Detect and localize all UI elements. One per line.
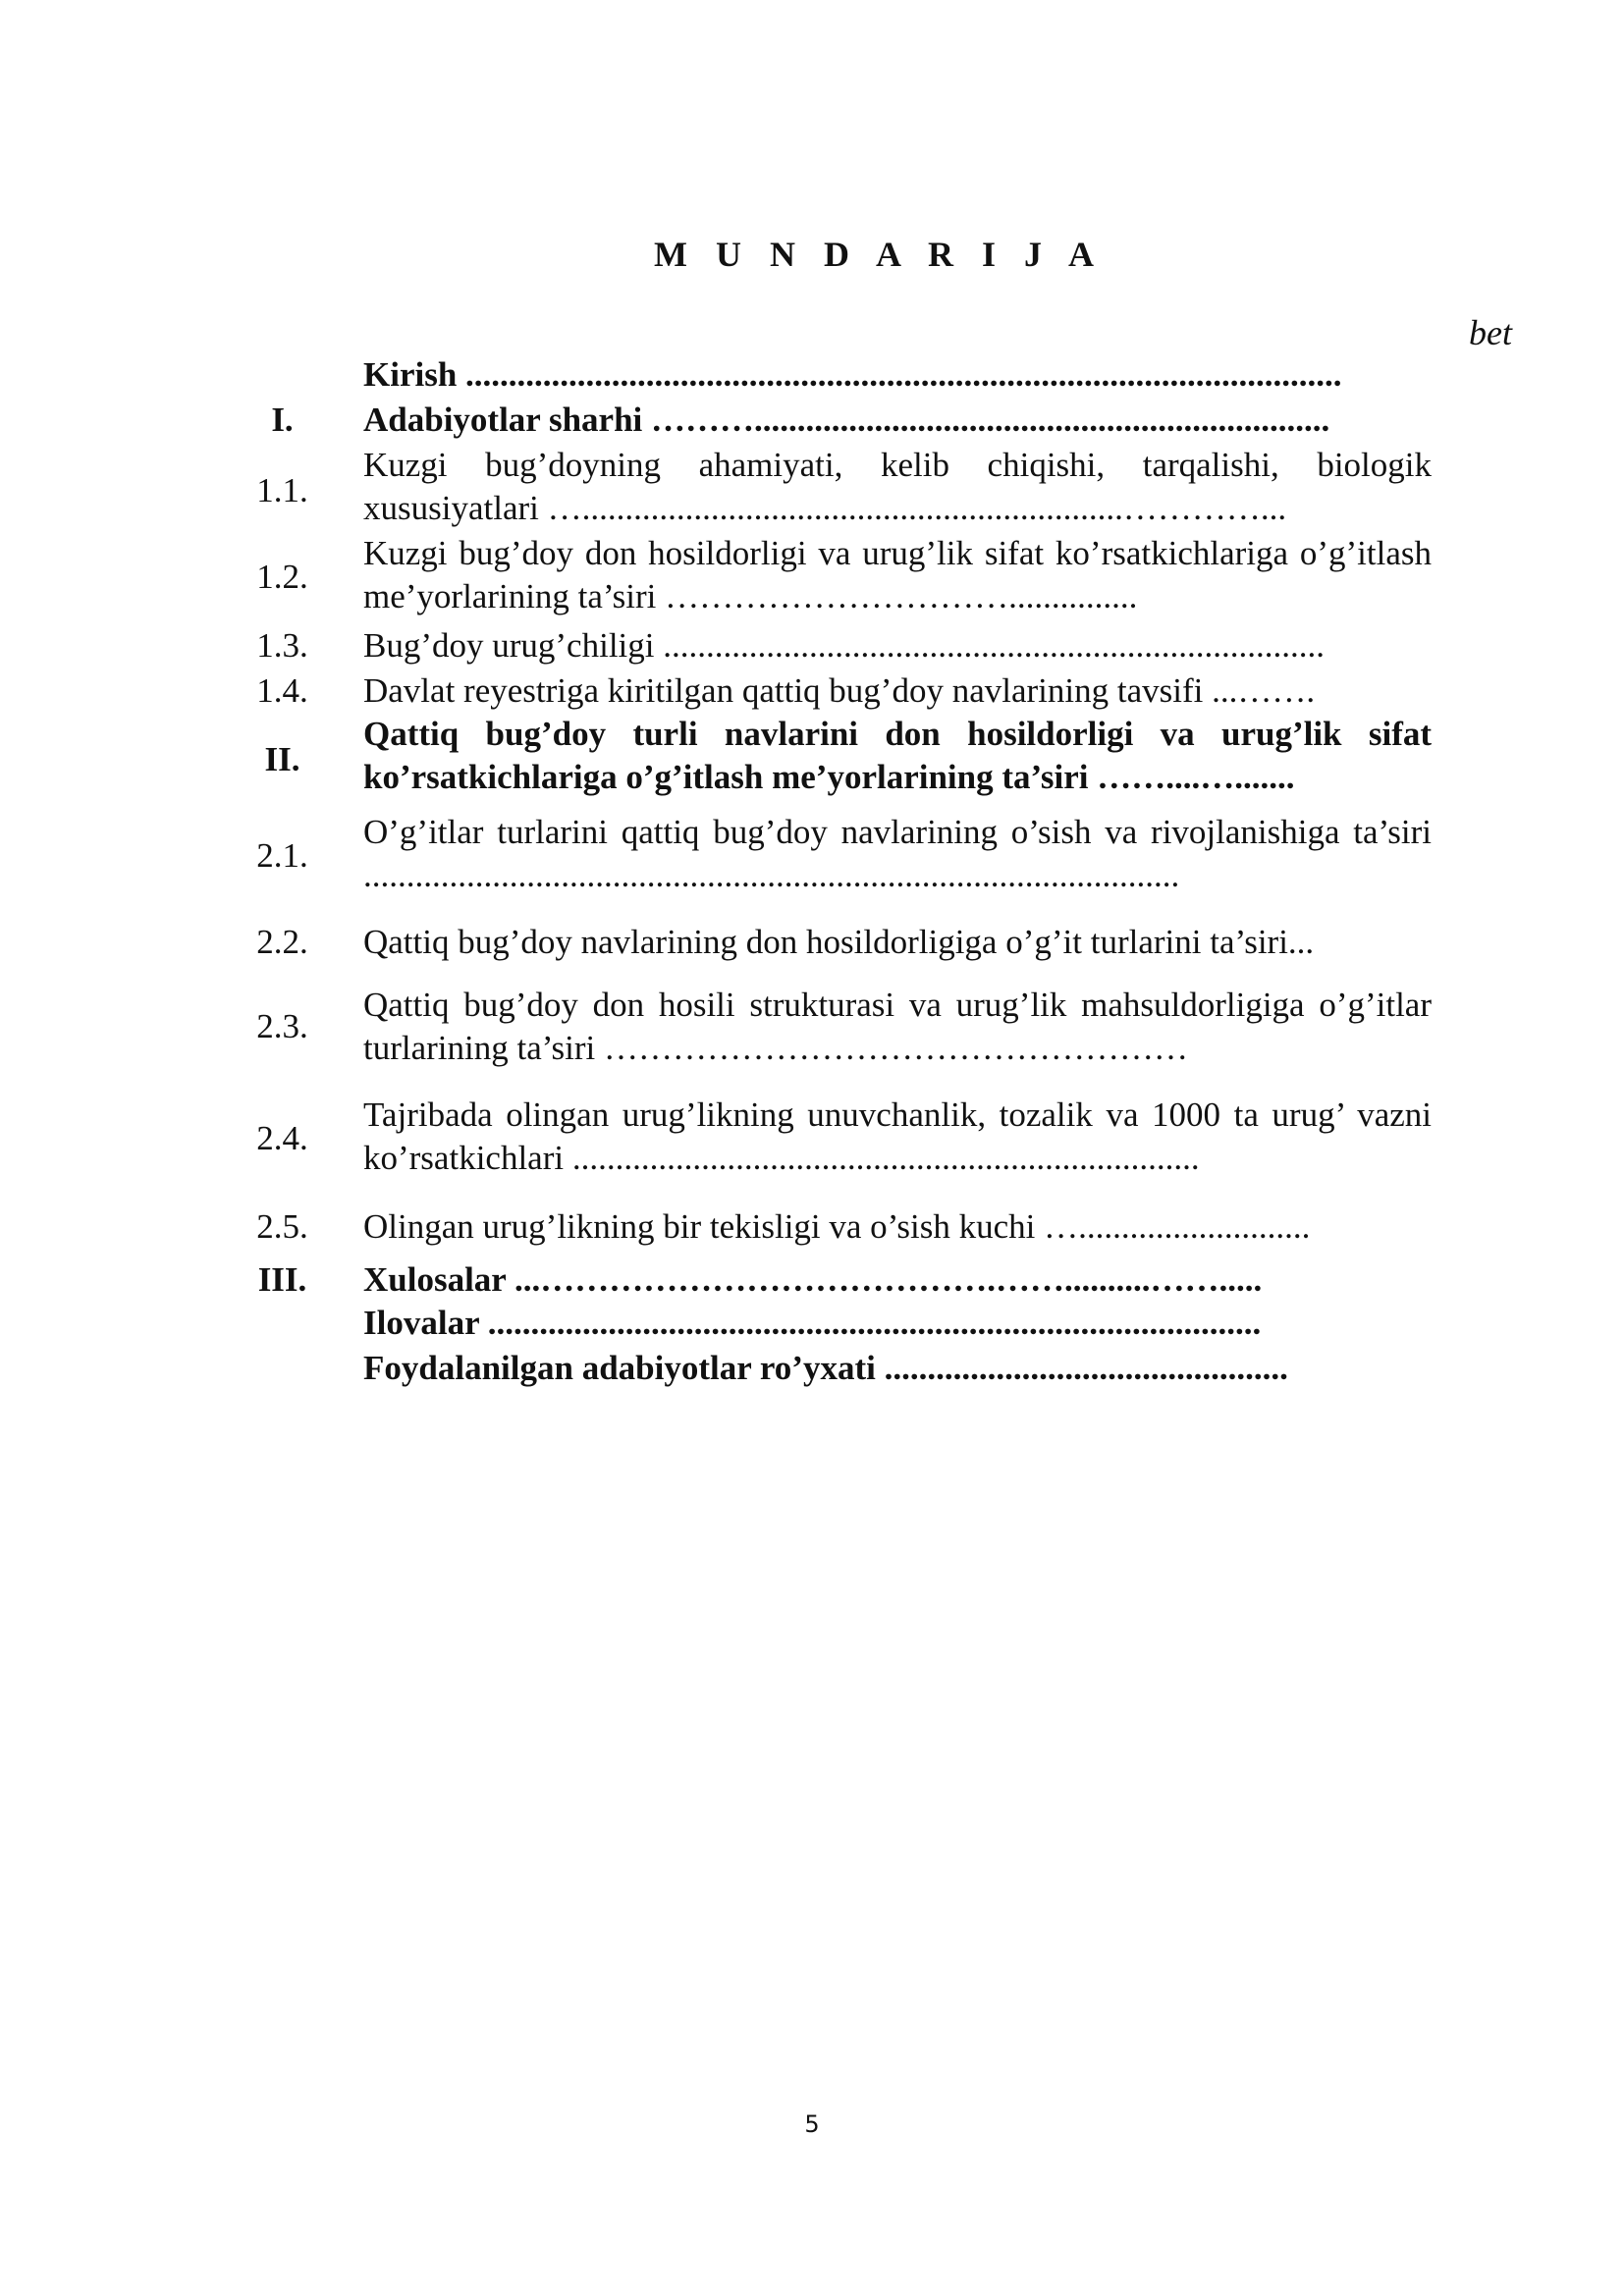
page-number: 5	[804, 2110, 820, 2138]
bet-column-label: bet	[1469, 313, 1512, 352]
toc-entry-number: II.	[264, 740, 300, 778]
toc-entry-number: 1.2.	[256, 558, 308, 596]
toc-entry-2-1: O’g’itlar turlarini qattiq bug’doy navlarining o’sish va rivojlanishiga ta’siri ...............................................................................................	[363, 813, 1432, 894]
toc-entry-number: I.	[271, 400, 294, 439]
toc-entry-number: 1.4.	[256, 671, 308, 710]
toc-entry-number: III.	[257, 1260, 307, 1299]
toc-entry-number: 2.4.	[256, 1119, 308, 1157]
toc-entry-kirish: Kirish ......................................................................................................	[363, 355, 1342, 394]
toc-entry-number: 2.3.	[256, 1007, 308, 1045]
toc-entry-1-1: Kuzgi bug’doyning ahamiyati, kelib chiqishi, tarqalishi, biologik xususiyatlari …...............................................................…………...	[363, 446, 1432, 527]
toc-entry-references: Foydalanilgan adabiyotlar ro’yxati ...............................................	[363, 1349, 1288, 1387]
toc-entry-number: 2.1.	[256, 836, 308, 875]
toc-entry-1-2: Kuzgi bug’doy don hosildorligi va urug’lik sifat ko’rsatkichlariga o’g’itlash me’yorlarining ta’siri …………………………...............	[363, 534, 1432, 615]
toc-entry-1-3: Bug’doy urug’chiligi .............................................................................	[363, 626, 1325, 665]
toc-entry-2-2: Qattiq bug’doy navlarining don hosildorligiga o’g’it turlarini ta’siri...	[363, 923, 1315, 961]
toc-entry-2-5: Olingan urug’likning bir tekisligi va o’sish kuchi …...........................	[363, 1207, 1311, 1246]
toc-entry-2-3: Qattiq bug’doy don hosili strukturasi va urug’lik mahsuldorligiga o’g’itlar turlarining ta’siri ……………………………………………	[363, 986, 1432, 1067]
toc-entry-number: 2.2.	[256, 923, 308, 961]
toc-entry-number: 2.5.	[256, 1207, 308, 1246]
toc-entry-number: 1.1.	[256, 471, 308, 509]
toc-entry-1-4: Davlat reyestriga kiritilgan qattiq bug’doy navlarining tavsifi ...…….	[363, 671, 1316, 710]
toc-entry-xulosalar: Xulosalar ...………………………………….……..........…….....	[363, 1260, 1263, 1299]
toc-entry-number: 1.3.	[256, 626, 308, 665]
toc-entry-chapter-2: Qattiq bug’doy turli navlarini don hosildorligi va urug’lik sifat ko’rsatkichlariga o’g’itlash me’yorlarining ta’siri ……....….......	[363, 715, 1432, 796]
toc-entry-ilovalar: Ilovalar ..........................................................................................	[363, 1304, 1262, 1342]
toc-entry-2-4: Tajribada olingan urug’likning unuvchanlik, tozalik va 1000 ta urug’ vazni ko’rsatkichlari .........................................................................	[363, 1095, 1432, 1177]
page-title: M U N D A R I J A	[653, 235, 1105, 274]
toc-entry-adabiyotlar-sharhi: Adabiyotlar sharhi ………...................................................................	[363, 400, 1330, 439]
